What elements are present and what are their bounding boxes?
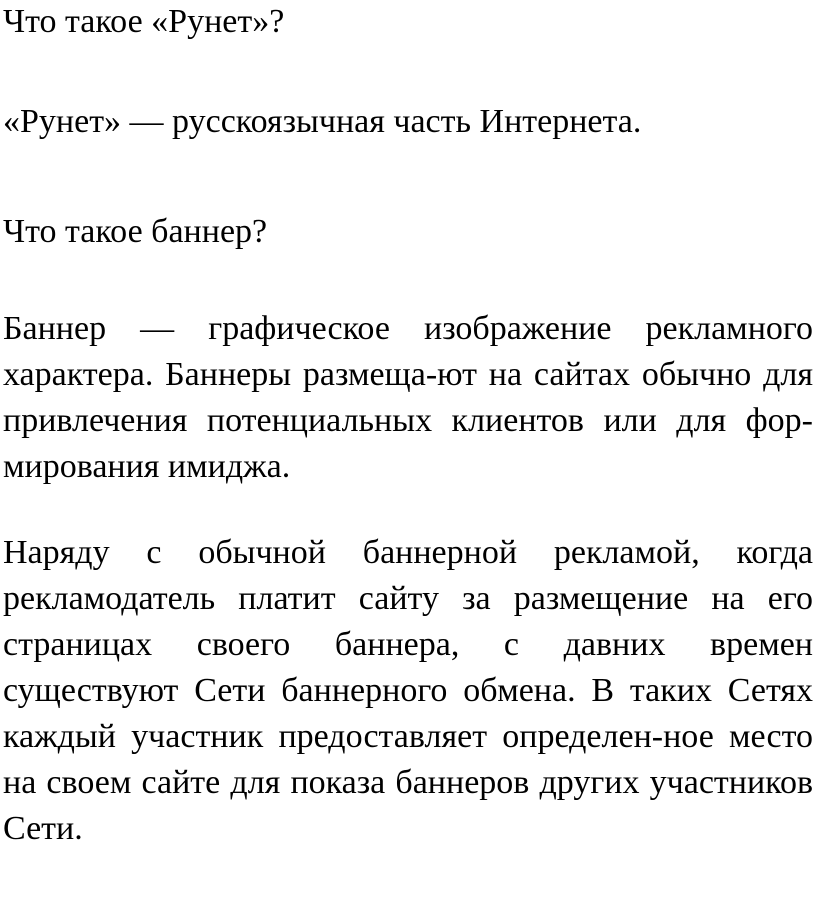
answer-runet: «Рунет» — русскоязычная часть Интернета. xyxy=(3,103,642,140)
paragraph-line: на своем сайте для показа баннеров других участников xyxy=(3,764,813,801)
paragraph-line: Баннер — графическое изображение рекламного xyxy=(3,310,813,347)
paragraph-line: Наряду с обычной баннерной рекламой, когда xyxy=(3,534,813,571)
paragraph-line: привлечения потенциальных клиентов или для фор- xyxy=(3,402,813,439)
paragraph-line: Сети. xyxy=(3,810,83,847)
paragraph-line: каждый участник предоставляет определен-ное место xyxy=(3,718,813,755)
question-banner: Что такое баннер? xyxy=(3,213,268,250)
paragraph-line: страницах своего баннера, с давних времен xyxy=(3,626,813,663)
answer-banner-paragraph xyxy=(3,306,813,490)
paragraph-line: характера. Баннеры размеща-ют на сайтах обычно для xyxy=(3,356,813,393)
banner-exchange-paragraph xyxy=(3,530,813,852)
paragraph-line: мирования имиджа. xyxy=(3,448,291,485)
paragraph-line: рекламодатель платит сайту за размещение на его xyxy=(3,580,813,617)
paragraph-line: существуют Сети баннерного обмена. В таких Сетях xyxy=(3,672,813,709)
question-runet: Что такое «Рунет»? xyxy=(3,3,285,40)
